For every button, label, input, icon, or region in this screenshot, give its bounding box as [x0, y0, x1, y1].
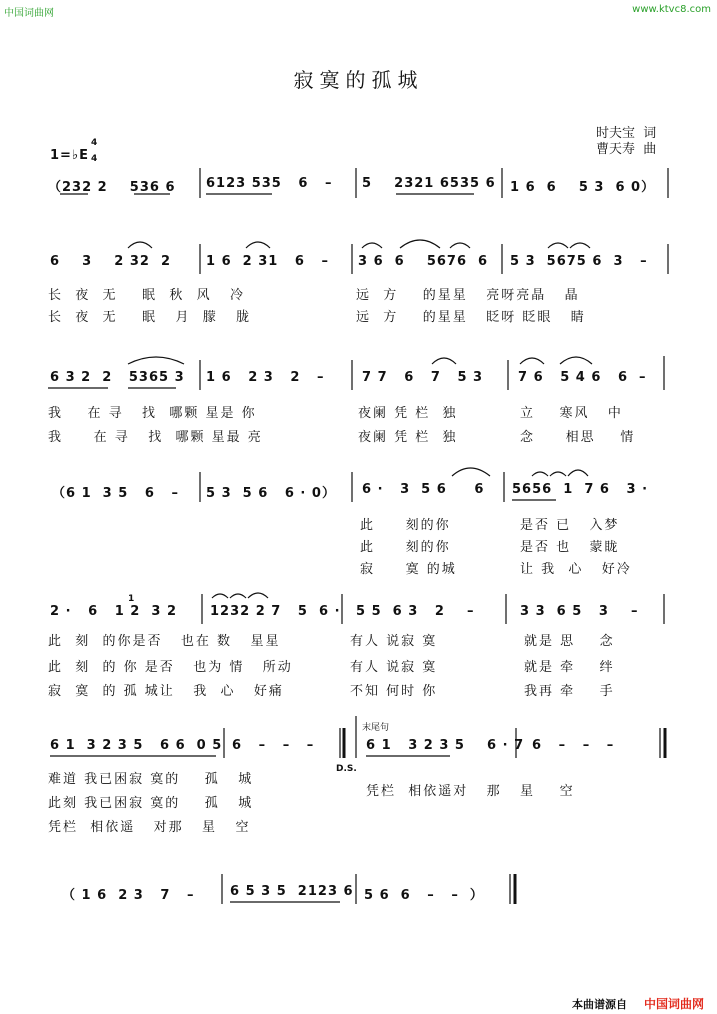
slur — [128, 242, 152, 248]
slur — [432, 358, 456, 364]
footer-site-name: 中国词曲网 — [644, 997, 705, 1011]
lyric-line: 我 在 寻 找 哪颗 星是 你 — [48, 406, 257, 421]
measure-notes: 3 6 6 5676 6 — [358, 254, 489, 269]
measure-notes: 1 6 2 3 2 – — [206, 370, 325, 385]
slur — [568, 470, 588, 476]
measure-notes: 2 · 6 1 2 3 2 — [50, 604, 177, 619]
lyric-line: 难道 我已困寂 寞的 孤 城 — [48, 772, 254, 787]
measure-notes: （ 1 6 2 3 7 – — [62, 888, 195, 903]
lyric-line: 寂 寞 的 孤 城让 我 心 好痛 — [48, 684, 284, 699]
slur — [560, 357, 592, 364]
composer-credit: 曹天寿 曲 — [596, 142, 657, 157]
measure-notes: 5 2321 6535 6 — [362, 176, 496, 191]
slur — [532, 472, 548, 476]
lyricist-credit: 时夫宝 词 — [596, 126, 657, 141]
lyric-line: 念 相思 情 — [520, 430, 636, 445]
lyric-line: 寂 寞 的城 — [360, 562, 457, 577]
measure-notes: 6 · 3 5 6 6 — [362, 482, 485, 497]
time-signature-bottom: 4 — [91, 154, 98, 164]
slur — [570, 243, 590, 248]
slur — [362, 243, 382, 248]
lyric-line: 长 夜 无 眠 月 朦 胧 — [48, 310, 252, 325]
lyric-line: 我再 牵 手 — [524, 684, 615, 699]
measure-notes: （232 2 536 6 — [48, 180, 176, 195]
slur — [246, 242, 270, 248]
measure-notes: 6 3 2 2 5365 3 — [50, 370, 185, 385]
lyric-line: 此 刻的你 — [360, 518, 451, 533]
lyric-line: 远 方 的星星 亮呀亮晶 晶 — [356, 288, 580, 303]
lyric-line: 此 刻的你 — [360, 540, 451, 555]
slur — [230, 594, 246, 598]
measure-notes: 6 1 3 2 3 5 6 · 7 — [366, 738, 525, 753]
lyric-line: 此刻 我已困寂 寞的 孤 城 — [48, 796, 254, 811]
slur — [450, 243, 470, 248]
lyric-line: 此 刻 的 你 是否 也为 情 所动 — [48, 660, 293, 675]
slur — [550, 472, 566, 476]
measure-notes: 1 6 6 5 3 6 0） — [510, 180, 656, 195]
measure-notes: 7 7 6 7 5 3 — [362, 370, 484, 385]
lyric-line: 我 在 寻 找 哪颗 星最 亮 — [48, 430, 263, 445]
lyric-line: 有人 说寂 寞 — [350, 634, 438, 649]
lyric-line: 是否 也 蒙眬 — [520, 540, 620, 555]
slur — [212, 594, 228, 598]
measure-notes: 5 3 5675 6 3 – — [510, 254, 648, 269]
coda-label: 末尾句 — [362, 723, 390, 733]
key-signature: 1=♭E — [50, 148, 89, 163]
lyric-line: 长 夜 无 眠 秋 风 冷 — [48, 288, 245, 303]
measure-notes: 5656 1 7 6 3 · — [512, 482, 649, 497]
measure-notes: 6 – – – — [232, 738, 315, 753]
measure-notes: 5 3 5 6 6 · 0） — [206, 486, 336, 501]
lyric-line: 凭栏 相依遥 对那 星 空 — [48, 820, 251, 835]
measure-notes: 6123 535 6 – — [206, 176, 333, 191]
time-signature-top: 4 — [91, 138, 98, 148]
slur — [452, 468, 490, 476]
lyric-line: 让 我 心 好冷 — [520, 562, 632, 577]
measure-notes: 6 1 3 2 3 5 6 6 0 5 — [50, 738, 223, 753]
measure-notes: 6 5 3 5 2123 6 — [230, 884, 354, 899]
lyric-line: 夜阑 凭 栏 独 — [358, 406, 458, 421]
lyric-line: 远 方 的星星 眨呀 眨眼 睛 — [356, 310, 586, 325]
footer-source-label: 本曲谱源自 — [572, 998, 627, 1011]
lyric-line: 此 刻 的你是否 也在 数 星星 — [48, 634, 281, 649]
measure-notes: （6 1 3 5 6 – — [52, 486, 179, 501]
lyric-line: 立 寒风 中 — [520, 406, 623, 421]
slur — [248, 593, 268, 598]
slur — [128, 357, 184, 364]
song-title: 寂寞的孤城 — [293, 68, 424, 92]
lyric-line: 有人 说寂 寞 — [350, 660, 438, 675]
lyric-line: 就是 思 念 — [524, 634, 615, 649]
slur — [548, 243, 568, 248]
lyric-line: 不知 何时 你 — [350, 684, 438, 699]
site-logo-text: 中国词曲网 — [4, 8, 54, 19]
measure-notes: 5 6 6 – – ） — [364, 888, 484, 903]
measure-notes: 1232 2 7 5 6 · — [210, 604, 341, 619]
lyric-line: 就是 牵 绊 — [524, 660, 615, 675]
measure-notes: 6 3 2 32 2 — [50, 254, 172, 269]
lyric-line: 凭栏 相依遥对 那 星 空 — [366, 784, 575, 799]
lyric-line: 是否 已 入梦 — [520, 518, 620, 533]
measure-notes: 5 5 6 3 2 – — [356, 604, 475, 619]
measure-notes: 3 3 6 5 3 – — [520, 604, 639, 619]
measure-notes: 1 6 2 31 6 – — [206, 254, 330, 269]
slur — [520, 358, 544, 364]
lyric-line: 夜阑 凭 栏 独 — [358, 430, 458, 445]
grace-note: 1 — [128, 594, 135, 604]
site-url: www.ktvc8.com — [632, 4, 711, 15]
slur — [400, 240, 440, 248]
measure-notes: 6 – – – — [532, 738, 615, 753]
measure-notes: 7 6 5 4 6 6 – — [518, 370, 647, 385]
ds-marker: D.S. — [336, 764, 357, 774]
